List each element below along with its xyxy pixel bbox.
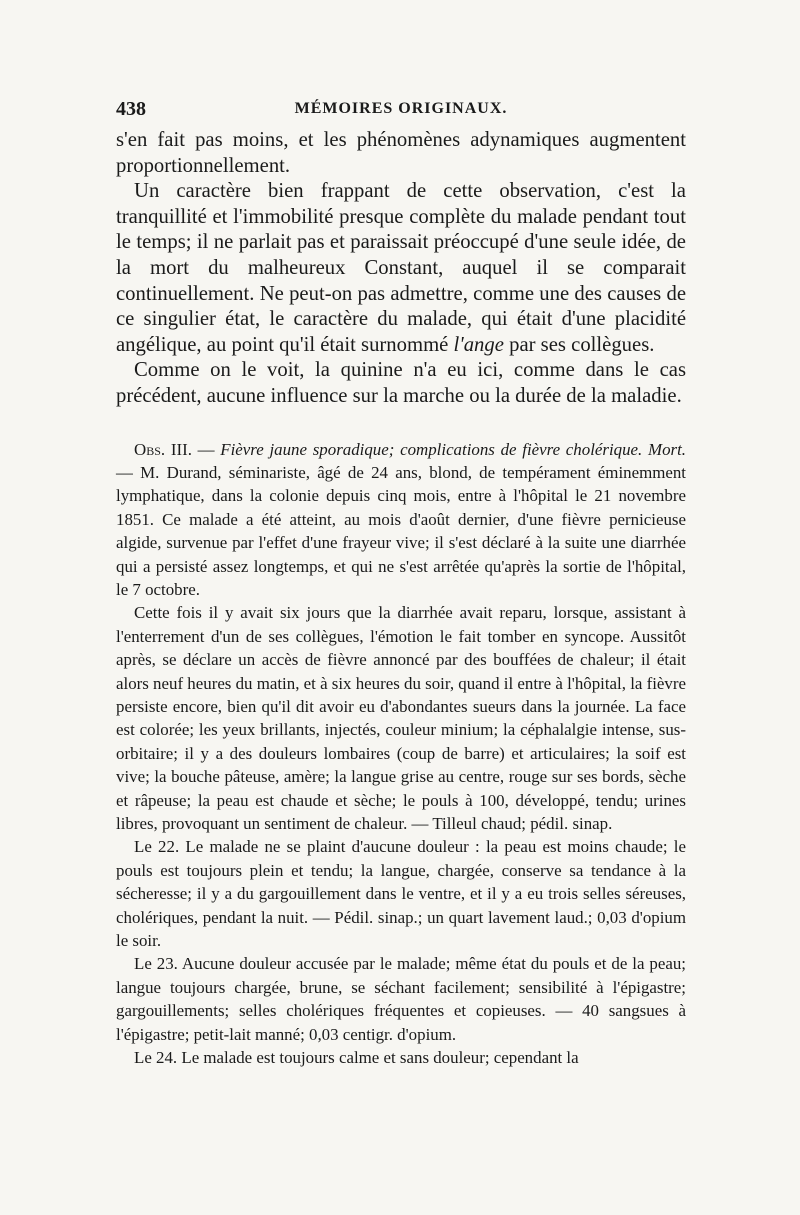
paragraph: s'en fait pas moins, et les phénomènes adynamiques augmentent proportionnellement. (116, 129, 686, 177)
paragraph: Cette fois il y avait six jours que la diarrhée avait reparu, lorsque, assistant à l'enterrement d'un de ses collègues, l'émotion le fait tomber en syncope. Aussitôt après, se déclare un accès de fièvre annoncé par des bouffées de chaleur; il était alors neuf heures du matin, et à six heures du soir, quand il entre à l'hôpital, la fièvre persiste encore, bien qu'il dit avoir eu d'abondantes sueurs dans la journée. La face est colorée; les yeux brillants, injectés, couleur minium; la céphalalgie intense, sus-orbitaire; il y a des douleurs lombaires (coup de barre) et articulaires; la soif est vive; la bouche pâteuse, amère; la langue grise au centre, rouge sur ses bords, sèche et râpeuse; la peau est chaude et sèche; le pouls à 100, développé, tendu; urines libres, provoquant un sentiment de chaleur. — Tilleul chaud; pédil. sinap. (116, 603, 686, 834)
paragraph: Le 24. Le malade est toujours calme et sans douleur; cependant la (134, 1048, 579, 1068)
observation-intro (116, 438, 686, 602)
section-gap (116, 410, 686, 438)
running-title: MÉMOIRES ORIGINAUX. (294, 100, 508, 117)
paragraph: Le 23. Aucune douleur accusée par le malade; même état du pouls et de la peau; langue toujours chargée, brune, se séchant facilement; sensibilité à l'épigastre; gargouillements; selles cholériques fréquentes et copieuses. — 40 sangsues à l'épigastre; petit-lait manné; 0,03 centigr. d'opium. (116, 954, 686, 1044)
paragraph-text: — M. Durand, séminariste, âgé de 24 ans, blond, de tempérament éminemment lymphatique, dans la colonie depuis cinq mois, entre à l'hôpital le 21 novembre 1851. Ce malade a été atteint, au mois d'août dernier, d'une fièvre pernicieuse algide, survenue par l'effet d'une frayeur vive; il s'est déclaré à la suite une diarrhée qui a persisté assez longtemps, et qui ne s'est arrêtée qu'après la sortie de l'hôpital, le 7 octobre. (116, 462, 686, 599)
section-commentary (116, 128, 686, 410)
paragraph (116, 179, 686, 358)
page-header (116, 98, 686, 128)
paragraph-text: Un caractère bien frappant de cette observation, c'est la tranquillité et l'immobilité presque complète du malade pendant tout le temps; il ne parlait pas et paraissait préoccupé d'une seule idée, de la mort du malheureux Constant, auquel il se comparait continuellement. Ne peut-on pas admettre, comme une des causes de ce singulier état, le caractère du malade, qui était d'une placidité angélique, au point qu'il était surnommé (116, 180, 686, 356)
emphasis: l'ange (453, 333, 504, 356)
section-observation (116, 438, 686, 1070)
dash: — (191, 439, 221, 459)
observation-label: Obs. III. (134, 439, 192, 459)
paragraph: Le 22. Le malade ne se plaint d'aucune douleur : la peau est moins chaude; le pouls est toujours plein et tendu; la langue, chargée, conserve sa tendance à la sécheresse; il y a du gargouillement dans le ventre, et il y a eu trois selles séreuses, cholériques, pendant la nuit. — Pédil. sinap.; un quart lavement laud.; 0,03 d'opium le soir. (116, 837, 686, 951)
paragraph-text: par ses collègues. (509, 333, 655, 356)
observation-title: Fièvre jaune sporadique; complications de fièvre cholérique. Mort. (220, 439, 686, 459)
document-page (116, 98, 686, 1070)
page-number: 438 (116, 98, 146, 120)
paragraph: Comme on le voit, la quinine n'a eu ici, comme dans le cas précédent, aucune influence sur la marche ou la durée de la maladie. (116, 359, 686, 407)
